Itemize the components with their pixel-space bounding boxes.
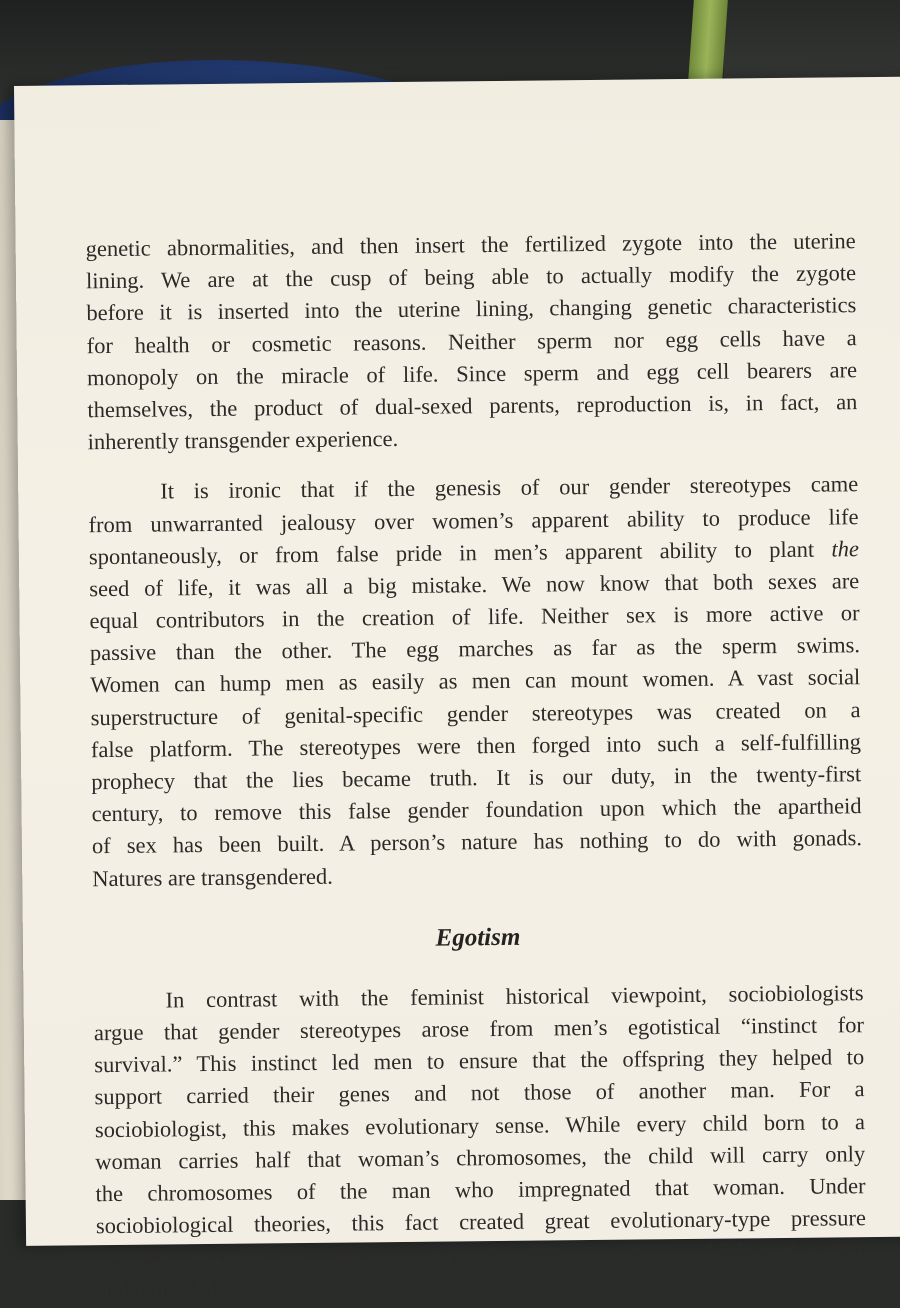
text-line: Natures are transgendered. xyxy=(92,863,333,891)
text-line: before it is inserted into the uterine lining, changing genetic characteristics xyxy=(86,292,857,326)
text-line: sociobiologist, this makes evolutionary sense. While every child born to a xyxy=(94,1108,866,1142)
text-line: It is ironic that if the genesis of our gender stereotypes came xyxy=(160,471,859,504)
text-line: false platform. The stereotypes were then forged into such a self-fulfilling xyxy=(90,728,862,763)
text-line: prophecy that the lies became truth. It is our duty, in the twenty-first xyxy=(91,761,862,795)
text-line: lining. We are at the cusp of being able to actually modify the zygote xyxy=(85,260,857,294)
section-heading: Egotism xyxy=(435,923,521,952)
text-line: for health or cosmetic reasons. Neither sperm nor egg cells have a xyxy=(86,324,857,358)
text-line: genetic abnormalities, and then insert the fertilized zygote into the uterine xyxy=(85,228,856,262)
paragraph-1 xyxy=(86,225,858,458)
text-line: for men to come up with social systems that ensured the children they fed xyxy=(96,1237,867,1271)
text-line: of sex has been built. A person’s nature has nothing to do with gonads. xyxy=(91,825,863,859)
text-line: equal contributors in the creation of life. Neither sex is more active or xyxy=(89,600,860,634)
text-line: and defended xyxy=(96,1276,218,1303)
page-text xyxy=(86,225,867,1307)
text-line: argue that gender stereotypes arose from men’s egotistical “instinct for xyxy=(93,1012,865,1046)
text-line: from unwarranted jealousy over women’s apparent ability to produce life xyxy=(88,503,859,537)
text-line: inherently transgender experience. xyxy=(87,426,399,455)
italic-word: the xyxy=(831,535,860,562)
text-line: seed of life, it was all a big mistake. We now know that both sexes are xyxy=(89,568,860,602)
paragraph-2 xyxy=(88,468,862,894)
text-line: superstructure of genital-specific gender stereotypes was created on a xyxy=(90,696,861,730)
text-line: the chromosomes of the man who impregnated that woman. Under xyxy=(95,1173,866,1207)
text-line: support carried their genes and not those of another man. For a xyxy=(94,1076,865,1110)
text-line: passive than the other. The egg marches as far as the sperm swims. xyxy=(89,632,861,666)
text-line: woman carries half that woman’s chromosomes, the child will carry only xyxy=(95,1140,866,1174)
text-segment: spontaneously, or from false pride in men’s apparent ability to plant xyxy=(88,536,815,569)
text-line: sociobiological theories, this fact created great evolutionary-type pressure xyxy=(95,1205,867,1239)
text-line: themselves, the product of dual-sexed parents, reproduction is, in fact, an xyxy=(87,389,858,423)
text-line: survival.” This instinct led men to ensure that the offspring they helped to xyxy=(94,1044,865,1078)
book-page xyxy=(14,76,900,1303)
paragraph-3 xyxy=(93,977,866,1307)
text-line: monopoly on the miracle of life. Since sperm and egg cell bearers are xyxy=(86,356,858,391)
text-line: In contrast with the feminist historical viewpoint, sociobiologists xyxy=(165,979,864,1013)
text-line: century, to remove this false gender foundation upon which the apartheid xyxy=(91,793,862,827)
text-line: Women can hump men as easily as men can mount women. A vast social xyxy=(90,664,861,698)
